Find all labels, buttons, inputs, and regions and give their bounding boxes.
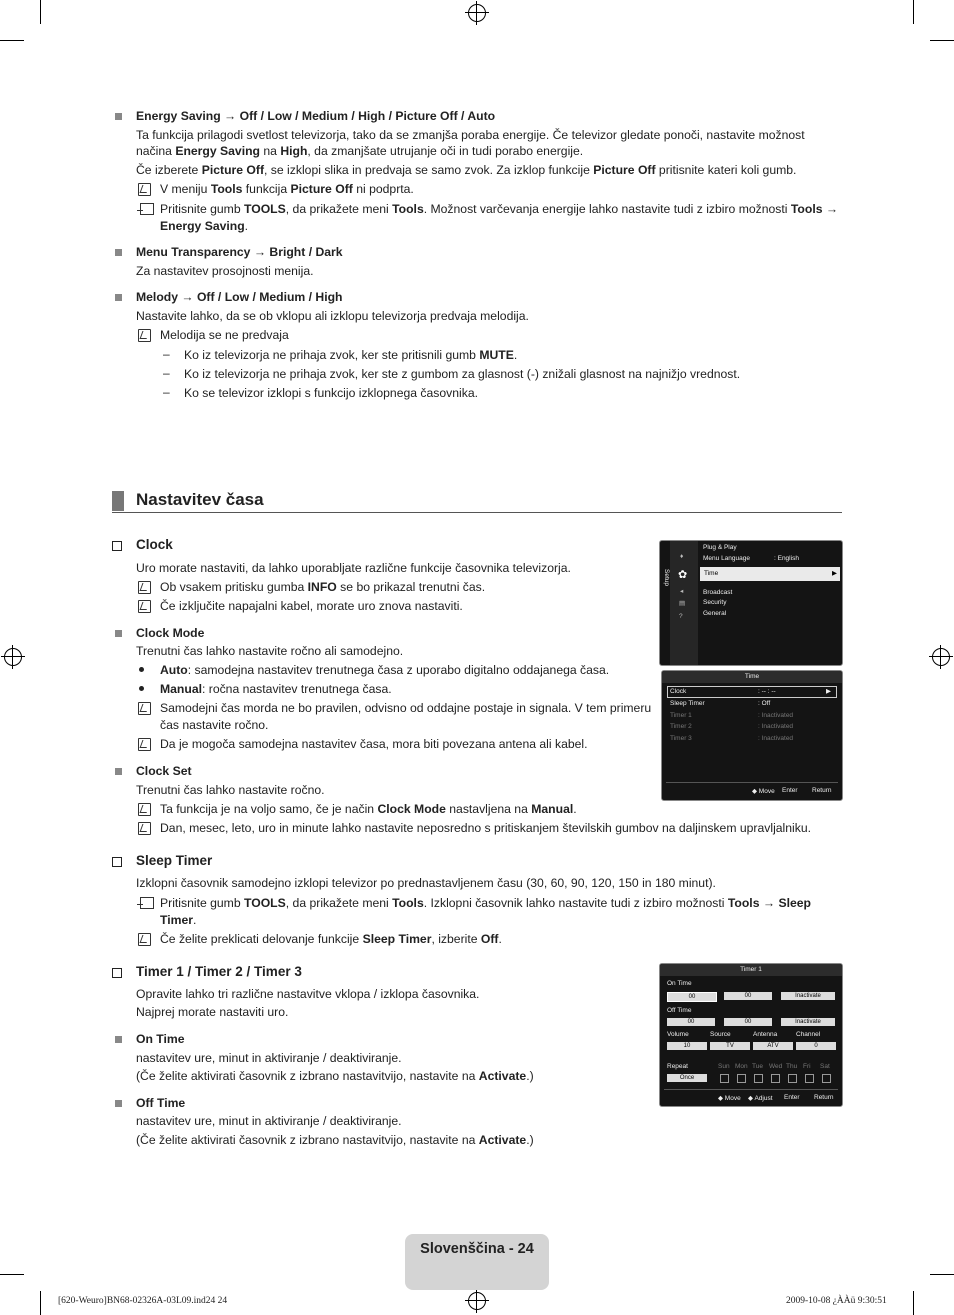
tv-footer-rule <box>664 1089 838 1090</box>
tools-icon <box>140 897 154 909</box>
clock-set-heading: Clock Set <box>136 764 192 778</box>
sleep-heading: Sleep Timer <box>136 853 213 868</box>
help-icon: ? <box>679 613 683 620</box>
tv-day-label: Sat <box>820 1063 830 1070</box>
tv-footer-move: ◆ Move <box>718 1095 741 1102</box>
tv-highlight-time <box>700 567 840 581</box>
tv-footer-enter: Enter <box>782 787 798 794</box>
tv-menu-title: Time <box>662 671 842 683</box>
sleep-tools-note: Timer. <box>160 913 197 927</box>
bullet-square-icon <box>115 113 122 120</box>
off-time-text: (Če želite aktivirati časovnik z izbrano nastavitvijo, nastavite na Activate.) <box>136 1133 534 1147</box>
tv-off-minute: 00 <box>724 1018 772 1026</box>
bullet-square-icon <box>115 1036 122 1043</box>
tv-item: Broadcast <box>703 589 733 596</box>
tv-icon: ◂ <box>680 588 684 595</box>
energy-tools-note: Pritisnite gumb TOOLS, da prikažete meni Tools. Možnost varčevanja energije lahko nastavite tudi z izbiro možnosti Tools → <box>160 202 839 216</box>
transparency-heading: Menu Transparency → Bright / Dark <box>136 245 343 259</box>
crop-mark <box>0 1274 24 1275</box>
tv-item: Menu Language <box>703 555 750 562</box>
tv-day-checkbox <box>805 1074 814 1083</box>
tv-col-value: 10 <box>667 1042 707 1050</box>
registration-mark-icon <box>932 648 950 666</box>
clock-mode-note: čas nastavite ročno. <box>160 718 269 732</box>
energy-heading: Energy Saving → Off / Low / Medium / High / Picture Off / Auto <box>136 109 496 123</box>
on-time-text: nastavitev ure, minut in aktiviranje / deaktiviranje. <box>136 1051 402 1065</box>
timer-text: Najprej morate nastaviti uro. <box>136 1005 289 1019</box>
tv-row-label: Timer 3 <box>670 735 692 742</box>
off-time-heading: Off Time <box>136 1096 186 1110</box>
clock-mode-auto: Auto: samodejna nastavitev trenutnega časa z uporabo digitalno oddajanega časa. <box>160 663 610 677</box>
melody-heading: Melody → Off / Low / Medium / High <box>136 290 343 304</box>
clock-mode-text: Trenutni čas lahko nastavite ročno ali samodejno. <box>136 644 404 658</box>
tv-row-label: Timer 1 <box>670 712 692 719</box>
energy-tools-note: Energy Saving. <box>160 219 249 233</box>
clock-set-text: Trenutni čas lahko nastavite ročno. <box>136 783 325 797</box>
tv-item: General <box>703 610 727 617</box>
clock-note: Ob vsakem pritisku gumba INFO se bo prikazal trenutni čas. <box>160 580 486 594</box>
tv-timer1-menu <box>659 963 843 1107</box>
tv-day-label: Wed <box>769 1063 783 1070</box>
tv-day-checkbox <box>720 1074 729 1083</box>
sleep-tools-note: Pritisnite gumb TOOLS, da prikažete meni Tools. Izklopni časovnik lahko nastavite tudi z izbiro možnosti Tools → Sleep <box>160 896 811 910</box>
tv-item-value: : English <box>774 555 799 562</box>
tv-day-label: Thu <box>786 1063 798 1070</box>
transparency-text: Za nastavitev prosojnosti menija. <box>136 264 314 278</box>
section-rule <box>112 512 842 513</box>
tv-row-label: Clock <box>670 688 687 695</box>
energy-paragraph: Ta funkcija prilagodi svetlost televizorja, tako da se zmanjša poraba energije. Če televizor gledate ponoči, nastavite možnost <box>136 128 805 142</box>
clock-text: Uro morate nastaviti, da lahko uporabljate različne funkcije časovnika televizorja. <box>136 561 571 575</box>
note-icon <box>138 581 151 594</box>
clock-mode-manual: Manual: ročna nastavitev trenutnega časa. <box>160 682 392 696</box>
tv-repeat-value: Once <box>667 1074 707 1082</box>
on-time-heading: On Time <box>136 1032 185 1046</box>
tv-footer-adjust: ◆ Adjust <box>748 1095 773 1102</box>
tv-col-value: 0 <box>796 1042 836 1050</box>
clock-heading: Clock <box>136 537 173 552</box>
gear-icon: ✿ <box>678 569 688 581</box>
tv-day-label: Fri <box>803 1063 811 1070</box>
sleep-note: Če želite preklicati delovanje funkcije Sleep Timer, izberite Off. <box>160 932 502 946</box>
tv-row-label: Sleep Timer <box>670 700 705 707</box>
tv-footer-return: Return <box>812 787 832 794</box>
chevron-right-icon: ▶ <box>832 570 837 577</box>
print-imprint-left: [620-Weuro]BN68-02326A-03L09.ind24 24 <box>58 1296 228 1306</box>
tv-setup-menu <box>659 540 843 666</box>
tv-day-checkbox <box>822 1074 831 1083</box>
energy-note: V meniju Tools funkcija Picture Off ni podprta. <box>160 182 414 196</box>
tv-footer-move: ◆ Move <box>752 788 775 795</box>
registration-mark-icon <box>468 4 486 22</box>
energy-paragraph: načina Energy Saving na High, da zmanjšate utrujanje oči in tudi porabo energije. <box>136 144 584 158</box>
tv-row-value: : Off <box>758 700 771 707</box>
energy-paragraph: Če izberete Picture Off, se izklopi slika in predvaja se samo zvok. Za izklop funkcije Picture Off pritisnite kateri koli gumb. <box>136 163 797 177</box>
tv-day-label: Sun <box>718 1063 730 1070</box>
crop-mark <box>913 0 914 24</box>
timer-heading: Timer 1 / Timer 2 / Timer 3 <box>136 964 302 979</box>
melody-item: Ko iz televizorja ne prihaja zvok, ker ste pritisnili gumb MUTE. <box>184 348 518 362</box>
tv-item-selected: Time <box>704 570 719 577</box>
tv-label-repeat: Repeat <box>667 1063 688 1070</box>
tv-col-label: Antenna <box>753 1031 778 1038</box>
clock-mode-note: Samodejni čas morda ne bo pravilen, odvisno od oddajne postaje in signala. V tem primeru <box>160 701 652 715</box>
tv-day-label: Tue <box>752 1063 763 1070</box>
dash-bullet: – <box>163 366 170 380</box>
tv-row-value: : -- : -- <box>758 688 776 695</box>
crop-mark <box>40 0 41 24</box>
tv-day-checkbox <box>771 1074 780 1083</box>
tv-col-label: Source <box>710 1031 731 1038</box>
bullet-square-icon <box>115 294 122 301</box>
note-icon <box>138 329 151 342</box>
tv-col-value: ATV <box>753 1042 793 1050</box>
tv-col-value: TV <box>710 1042 750 1050</box>
tv-item: Security <box>703 599 727 606</box>
bullet-square-icon <box>115 249 122 256</box>
tv-row-label: Timer 2 <box>670 723 692 730</box>
tv-col-label: Volume <box>667 1031 689 1038</box>
page-label: Slovenščina - 24 <box>420 1241 534 1257</box>
tv-menu-title: Timer 1 <box>660 964 842 976</box>
registration-mark-icon <box>4 648 22 666</box>
on-time-text: (Če želite aktivirati časovnik z izbrano nastavitvijo, nastavite na Activate.) <box>136 1069 534 1083</box>
clock-set-note: Dan, mesec, leto, uro in minute lahko nastavite neposredno s pritiskanjem številskih gumbov na daljinskem upravljalniku. <box>160 821 812 835</box>
note-icon <box>138 183 151 196</box>
clock-mode-note: Da je mogoča samodejna nastavitev časa, mora biti povezana antena ali kabel. <box>160 737 588 751</box>
tv-footer-return: Return <box>814 1094 834 1101</box>
tv-day-checkbox <box>737 1074 746 1083</box>
note-icon <box>138 738 151 751</box>
tv-side-label: Setup <box>663 569 670 586</box>
crop-mark <box>930 40 954 41</box>
bullet-square-icon <box>115 768 122 775</box>
registration-mark-icon <box>468 1292 486 1310</box>
tv-item: Plug & Play <box>703 544 737 551</box>
note-icon <box>138 600 151 613</box>
melody-item: Ko se televizor izklopi s funkcijo izklopnega časovnika. <box>184 386 478 400</box>
crop-mark <box>930 1274 954 1275</box>
checkbox-bullet-icon <box>112 857 122 867</box>
note-icon <box>138 803 151 816</box>
clock-note: Če izključite napajalni kabel, morate uro znova nastaviti. <box>160 599 463 613</box>
section-title: Nastavitev časa <box>136 490 264 509</box>
section-marker <box>112 491 124 511</box>
checkbox-bullet-icon <box>112 968 122 978</box>
melody-note: Melodija se ne predvaja <box>160 328 289 342</box>
tv-row-value: : Inactivated <box>758 723 794 730</box>
tv-row-value: : Inactivated <box>758 735 794 742</box>
tv-clock-row-frame <box>667 686 837 698</box>
tv-icon: ▤ <box>679 600 686 607</box>
tv-icon: ♦ <box>680 553 684 560</box>
tv-day-checkbox <box>754 1074 763 1083</box>
tv-day-checkbox <box>788 1074 797 1083</box>
clock-mode-heading: Clock Mode <box>136 626 205 640</box>
timer-text: Opravite lahko tri različne nastavitve vklopa / izklopa časovnika. <box>136 987 480 1001</box>
bullet-square-icon <box>115 1100 122 1107</box>
crop-mark <box>913 1291 914 1315</box>
note-icon <box>138 702 151 715</box>
print-imprint-right: 2009-10-08 ¿ÀÀü 9:30:51 <box>786 1296 887 1306</box>
bullet-square-icon <box>115 630 122 637</box>
tv-day-label: Mon <box>735 1063 748 1070</box>
melody-item: Ko iz televizorja ne prihaja zvok, ker ste z gumbom za glasnost (-) znižali glasnost na najnižjo vrednost. <box>184 367 741 381</box>
tv-label-on-time: On Time <box>667 980 692 987</box>
tv-time-menu <box>661 670 843 801</box>
tv-off-hour: 00 <box>667 1018 715 1026</box>
tools-icon <box>140 203 154 215</box>
note-icon <box>138 822 151 835</box>
chevron-right-icon: ▶ <box>826 688 831 695</box>
note-icon <box>138 933 151 946</box>
dot-bullet <box>139 667 144 672</box>
dot-bullet <box>139 686 144 691</box>
off-time-text: nastavitev ure, minut in aktiviranje / deaktiviranje. <box>136 1114 402 1128</box>
tv-row-value: : Inactivated <box>758 712 794 719</box>
tv-footer-rule <box>666 782 838 783</box>
crop-mark <box>40 1291 41 1315</box>
sleep-text: Izklopni časovnik samodejno izklopi televizor po prednastavljenem času (30, 60, 90, 120, 150 in 180 minut). <box>136 876 716 890</box>
tv-on-hour: 00 <box>667 992 717 1002</box>
crop-mark <box>0 40 24 41</box>
tv-on-activate: Inactivate <box>781 992 835 1000</box>
tv-col-label: Channel <box>796 1031 821 1038</box>
dash-bullet: – <box>163 347 170 361</box>
checkbox-bullet-icon <box>112 541 122 551</box>
dash-bullet: – <box>163 385 170 399</box>
tv-off-activate: Inactivate <box>781 1018 835 1026</box>
melody-text: Nastavite lahko, da se ob vklopu ali izklopu televizorja predvaja melodija. <box>136 309 529 323</box>
tv-footer-enter: Enter <box>784 1094 800 1101</box>
tv-on-minute: 00 <box>724 992 772 1000</box>
clock-set-note: Ta funkcija je na voljo samo, če je način Clock Mode nastavljena na Manual. <box>160 802 577 816</box>
tv-label-off-time: Off Time <box>667 1007 692 1014</box>
